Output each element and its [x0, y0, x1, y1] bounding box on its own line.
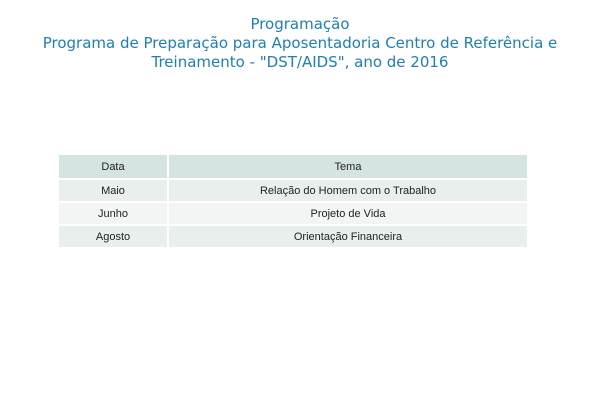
table-cell-theme: Orientação Financeira	[169, 226, 527, 247]
table-cell-theme: Relação do Homem com o Trabalho	[169, 180, 527, 201]
table-cell-date: Maio	[59, 180, 169, 201]
page-title	[0, 15, 600, 72]
table-cell-date: Junho	[59, 203, 169, 224]
table-cell-date: Agosto	[59, 226, 169, 247]
column-header-theme: Tema	[169, 155, 527, 178]
table-row	[59, 180, 527, 201]
table-cell-theme: Projeto de Vida	[169, 203, 527, 224]
table-row	[59, 203, 527, 224]
title-line-1: Programa de Preparação para Aposentadoria Centro de Referência e	[42, 34, 558, 52]
title-heading: Programação	[250, 15, 350, 33]
title-line-2: Treinamento - "DST/AIDS", ano de 2016	[151, 53, 449, 71]
table-header-row	[59, 155, 527, 178]
schedule-table	[59, 153, 527, 249]
table-row	[59, 226, 527, 247]
column-header-date: Data	[59, 155, 169, 178]
